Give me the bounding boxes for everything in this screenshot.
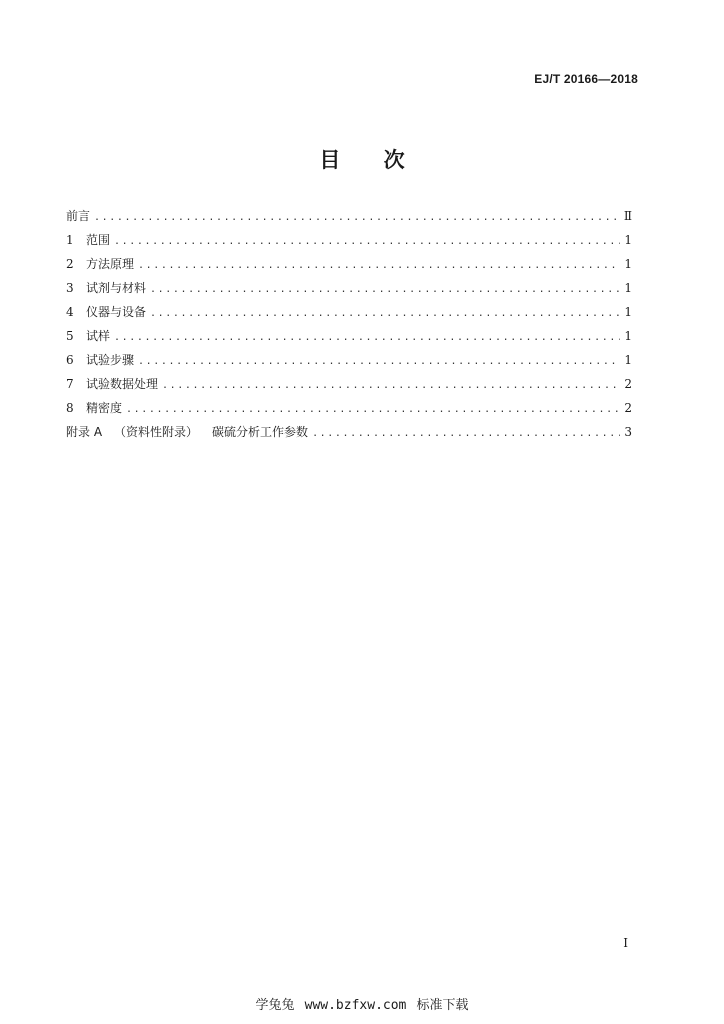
toc-entry-7[interactable] [66, 372, 632, 396]
toc-entry-8[interactable] [66, 396, 632, 420]
toc-entry-page: 1 [624, 281, 632, 295]
toc-entry-text: 前言 [66, 209, 91, 223]
toc-entry-page: 1 [624, 305, 632, 319]
table-of-contents [66, 204, 632, 444]
toc-entry-page: 1 [624, 233, 632, 247]
toc-entry-number: 2 [66, 257, 74, 271]
toc-entry-page: 3 [624, 425, 632, 439]
toc-entry-number: 8 [66, 401, 74, 415]
toc-leader-dots [138, 350, 620, 374]
toc-leader-dots [162, 374, 620, 398]
standard-code: EJ/T 20166—2018 [534, 72, 638, 86]
toc-entry-1[interactable] [66, 228, 632, 252]
toc-entry-number: 1 [66, 233, 74, 247]
toc-leader-dots [126, 398, 620, 422]
toc-annex-prefix: 附录 A [66, 425, 103, 439]
toc-leader-dots [114, 326, 620, 350]
toc-entry-text: 精密度 [86, 401, 123, 415]
toc-entry-5[interactable] [66, 324, 632, 348]
toc-leader-dots [94, 206, 620, 230]
toc-leader-dots [114, 230, 620, 254]
toc-leader-dots [150, 302, 620, 326]
toc-entry-page: 1 [624, 353, 632, 367]
page-number: Ⅰ [623, 936, 628, 950]
toc-entry-text: 试验步骤 [86, 353, 135, 367]
footer-site-name: 学兔兔 [255, 998, 295, 1013]
toc-entry-number: 5 [66, 329, 74, 343]
toc-entry-number: 7 [66, 377, 74, 391]
toc-entry-page: Ⅱ [623, 209, 632, 223]
toc-entry-page: 2 [624, 377, 632, 391]
toc-entry-number: 6 [66, 353, 74, 367]
toc-leader-dots [312, 422, 620, 446]
toc-leader-dots [138, 254, 620, 278]
page-title: 目 次 [319, 148, 423, 172]
toc-entry-text: 试剂与材料 [86, 281, 147, 295]
toc-entry-page: 1 [624, 257, 632, 271]
toc-entry-page: 1 [624, 329, 632, 343]
toc-entry-4[interactable] [66, 300, 632, 324]
toc-entry-text: 仪器与设备 [86, 305, 147, 319]
footer-label: 标准下载 [416, 998, 469, 1013]
toc-entry-page: 2 [624, 401, 632, 415]
toc-annex-type: （资料性附录） [114, 425, 199, 439]
toc-leader-dots [150, 278, 620, 302]
toc-entry-6[interactable] [66, 348, 632, 372]
toc-entry-foreword[interactable] [66, 204, 632, 228]
footer-url[interactable]: www.bzfxw.com [304, 998, 407, 1013]
toc-entry-2[interactable] [66, 252, 632, 276]
footer-watermark [0, 994, 724, 1013]
toc-entry-text: 试验数据处理 [86, 377, 159, 391]
toc-entry-text: 范围 [86, 233, 111, 247]
toc-entry-text: 碳硫分析工作参数 [212, 425, 309, 439]
toc-entry-annex-a[interactable] [66, 420, 632, 444]
toc-entry-text: 试样 [86, 329, 111, 343]
toc-entry-number: 4 [66, 305, 74, 319]
toc-entry-number: 3 [66, 281, 74, 295]
toc-entry-text: 方法原理 [86, 257, 135, 271]
toc-entry-3[interactable] [66, 276, 632, 300]
